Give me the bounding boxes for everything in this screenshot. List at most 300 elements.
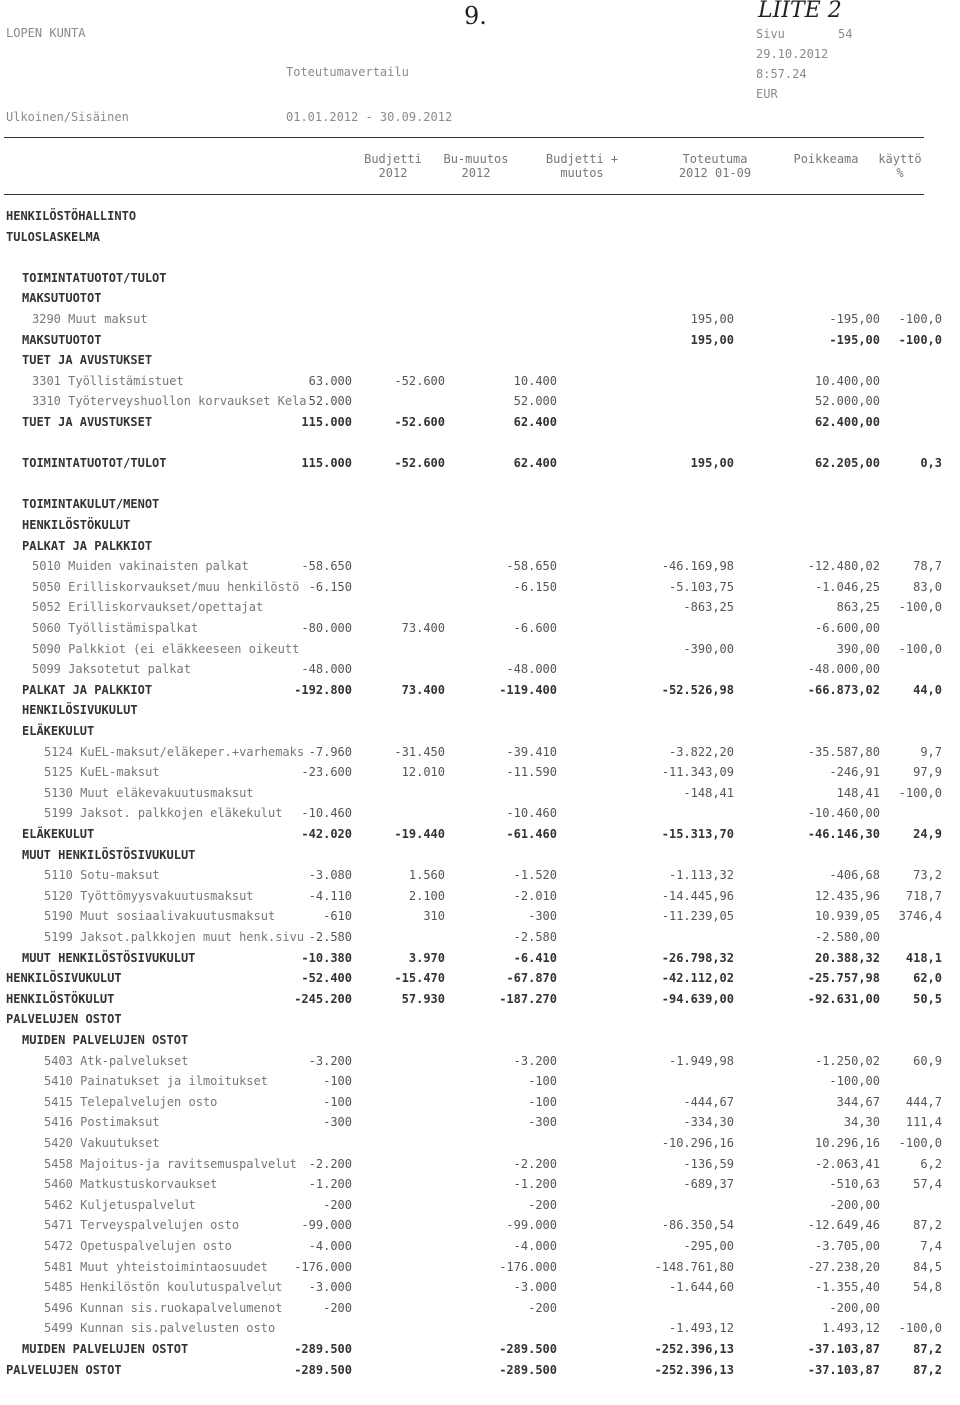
cell-usage: 78,7 — [913, 559, 942, 574]
row-label: PALVELUJEN OSTOT — [6, 1362, 122, 1377]
cell-actual: -1.644,60 — [668, 1280, 734, 1295]
row-label: 5090 Palkkiot (ei eläkkeeseen oikeutt — [32, 641, 300, 656]
cell-budget: -100 — [323, 1074, 352, 1089]
cell-usage: -100,0 — [898, 312, 942, 326]
table-row — [0, 805, 960, 822]
cell-deviation: -27.238,20 — [807, 1259, 880, 1274]
cell-usage: 62,0 — [913, 971, 942, 986]
cell-budget: -10.460 — [301, 806, 352, 821]
cell-budget-plus: -99.000 — [506, 1218, 557, 1233]
cell-deviation: -200,00 — [829, 1197, 880, 1212]
cell-deviation: -3.705,00 — [814, 1239, 880, 1253]
table-row — [0, 373, 960, 390]
row-label: 5199 Jaksot.palkkojen muut henk.sivu — [44, 930, 305, 944]
cell-actual: 195,00 — [690, 312, 734, 326]
cell-deviation: -12.480,02 — [807, 559, 880, 574]
cell-usage: 97,9 — [913, 765, 942, 780]
cell-usage: 111,4 — [905, 1115, 942, 1130]
row-label: 5485 Henkilöstön koulutuspalvelut — [44, 1280, 283, 1295]
table-row — [0, 229, 960, 246]
cell-deviation: -1.046,25 — [814, 579, 880, 594]
cell-budget-plus: -4.000 — [513, 1239, 557, 1253]
row-label: 5403 Atk-palvelukset — [44, 1053, 189, 1068]
row-label: ELÄKEKULUT — [22, 827, 95, 841]
table-row — [0, 826, 960, 843]
table-row — [0, 1156, 960, 1173]
cell-usage: 6,2 — [920, 1156, 942, 1171]
cell-deviation: -510,63 — [829, 1177, 880, 1192]
cell-deviation: -246,91 — [829, 765, 880, 780]
cell-usage: 50,5 — [913, 991, 942, 1006]
row-label: 5460 Matkustuskorvaukset — [44, 1177, 218, 1192]
table-row — [0, 1300, 960, 1317]
table-row — [0, 290, 960, 307]
cell-deviation: -100,00 — [829, 1074, 880, 1089]
row-label: MAKSUTUOTOT — [22, 291, 102, 306]
table-row — [0, 455, 960, 472]
cell-actual: -689,37 — [683, 1177, 734, 1192]
table-row — [0, 414, 960, 431]
cell-actual: -10.296,16 — [661, 1136, 734, 1150]
cell-budget: -4.000 — [308, 1239, 352, 1253]
cell-deviation: -48.000,00 — [807, 662, 880, 677]
cell-actual: -11.343,09 — [661, 765, 734, 780]
cell-budget-plus: -200 — [528, 1300, 557, 1315]
scope-label: Ulkoinen/Sisäinen — [6, 110, 129, 124]
table-row — [0, 496, 960, 513]
cell-deviation: 1.493,12 — [822, 1321, 880, 1336]
cell-deviation: -2.580,00 — [814, 930, 880, 944]
cell-deviation: 62.205,00 — [814, 456, 880, 471]
cell-deviation: -10.460,00 — [807, 806, 880, 821]
handwritten-page-number: 9. — [464, 2, 487, 30]
table-row — [0, 249, 960, 266]
col-header-actual: Toteutuma 2012 01-09 — [678, 152, 752, 180]
row-label: 5472 Opetuspalvelujen osto — [44, 1239, 232, 1253]
cell-usage: -100,0 — [898, 785, 942, 800]
cell-budget-plus: -2.580 — [513, 930, 557, 944]
row-label: 5199 Jaksot. palkkojen eläkekulut — [44, 806, 283, 821]
table-row — [0, 1238, 960, 1255]
cell-deviation: -200,00 — [829, 1300, 880, 1315]
table-row — [0, 847, 960, 864]
cell-actual: -1.493,12 — [668, 1321, 734, 1336]
cell-usage: 7,4 — [920, 1239, 942, 1253]
cell-budget-plus: -289.500 — [499, 1342, 557, 1356]
col-header-budget-plus: Budjetti + muutos — [545, 152, 619, 180]
header-divider — [4, 137, 924, 138]
cell-actual: -334,30 — [683, 1115, 734, 1130]
cell-usage: 0,3 — [920, 456, 942, 471]
table-row — [0, 579, 960, 596]
cell-actual: -1.949,98 — [668, 1053, 734, 1068]
cell-usage: 73,2 — [913, 868, 942, 883]
table-row — [0, 1114, 960, 1131]
cell-budget: 52.000 — [308, 394, 352, 409]
row-label: HENKILÖSTÖKULUT — [6, 991, 115, 1006]
cell-budget-plus: -1.200 — [513, 1177, 557, 1192]
row-label: 5496 Kunnan sis.ruokapalvelumenot — [44, 1300, 283, 1315]
cell-budget: 63.000 — [308, 373, 352, 388]
table-row — [0, 332, 960, 349]
table-row — [0, 1320, 960, 1337]
cell-actual: -390,00 — [683, 641, 734, 656]
table-row — [0, 1094, 960, 1111]
cell-budget-plus: -58.650 — [506, 559, 557, 574]
cell-actual: -86.350,54 — [661, 1218, 734, 1233]
row-label: 5124 KuEL-maksut/eläkeper.+varhemaks — [44, 744, 305, 759]
cell-deviation: 20.388,32 — [814, 950, 880, 965]
cell-actual: -252.396,13 — [654, 1362, 734, 1377]
row-label: TOIMINTATUOTOT/TULOT — [22, 270, 167, 285]
row-label: 3310 Työterveyshuollon korvaukset Kela — [32, 394, 307, 409]
currency: EUR — [756, 87, 778, 101]
row-label: 5052 Erilliskorvaukset/opettajat — [32, 600, 264, 615]
cell-change: 73.400 — [401, 682, 445, 697]
cell-budget: -176.000 — [294, 1259, 352, 1274]
row-label: TOIMINTAKULUT/MENOT — [22, 497, 160, 512]
cell-change: -52.600 — [394, 456, 445, 471]
columns-divider — [4, 194, 924, 195]
cell-budget: 115.000 — [301, 415, 352, 429]
cell-deviation: -195,00 — [829, 312, 880, 326]
cell-budget: -610 — [323, 909, 352, 924]
cell-actual: -148,41 — [683, 785, 734, 800]
cell-budget: -289.500 — [294, 1342, 352, 1356]
row-label: PALVELUJEN OSTOT — [6, 1012, 122, 1027]
table-row — [0, 1341, 960, 1358]
cell-budget-plus: -2.200 — [513, 1156, 557, 1171]
row-label: HENKILÖSTÖHALLINTO — [6, 209, 137, 223]
table-row — [0, 723, 960, 740]
cell-actual: -295,00 — [683, 1239, 734, 1253]
cell-actual: -136,59 — [683, 1156, 734, 1171]
cell-deviation: -195,00 — [829, 332, 880, 347]
table-row — [0, 908, 960, 925]
print-date: 29.10.2012 — [756, 47, 829, 61]
handwritten-annex-mark: LIITE 2 — [758, 0, 842, 23]
row-label: 3301 Työllistämistuet — [32, 373, 184, 388]
table-row — [0, 641, 960, 658]
cell-budget-plus: -39.410 — [506, 744, 557, 759]
cell-change: 310 — [423, 909, 445, 924]
cell-actual: -252.396,13 — [654, 1342, 734, 1356]
cell-deviation: -12.649,46 — [807, 1218, 880, 1233]
cell-usage: 418,1 — [905, 950, 942, 965]
table-row — [0, 785, 960, 802]
cell-budget-plus: -6.600 — [513, 621, 557, 635]
table-row — [0, 208, 960, 225]
table-row — [0, 1197, 960, 1214]
table-row — [0, 764, 960, 781]
cell-budget-plus: -100 — [528, 1094, 557, 1109]
cell-actual: -5.103,75 — [668, 579, 734, 594]
cell-budget-plus: -2.010 — [513, 888, 557, 903]
cell-budget-plus: -10.460 — [506, 806, 557, 821]
cell-deviation: -2.063,41 — [814, 1156, 880, 1171]
cell-budget: -1.200 — [308, 1177, 352, 1192]
table-row — [0, 661, 960, 678]
row-label: ELÄKEKULUT — [22, 724, 95, 738]
cell-budget: -42.020 — [301, 827, 352, 841]
cell-actual: -52.526,98 — [661, 682, 734, 697]
cell-budget-plus: 10.400 — [513, 373, 557, 388]
cell-usage: -100,0 — [898, 1321, 942, 1336]
col-header-usage: käyttö % — [878, 152, 922, 180]
cell-budget: -289.500 — [294, 1362, 352, 1377]
cell-budget: -300 — [323, 1115, 352, 1130]
cell-usage: -100,0 — [898, 600, 942, 615]
cell-actual: -46.169,98 — [661, 559, 734, 574]
cell-budget: -3.000 — [308, 1280, 352, 1295]
cell-deviation: 10.296,16 — [814, 1136, 880, 1150]
cell-deviation: -37.103,87 — [807, 1342, 880, 1356]
cell-deviation: 390,00 — [836, 641, 880, 656]
table-row — [0, 393, 960, 410]
cell-deviation: -406,68 — [829, 868, 880, 883]
table-row — [0, 352, 960, 369]
cell-budget: -3.200 — [308, 1053, 352, 1068]
cell-usage: -100,0 — [898, 332, 942, 347]
cell-budget-plus: -6.150 — [513, 579, 557, 594]
table-row — [0, 311, 960, 328]
cell-usage: 60,9 — [913, 1053, 942, 1068]
row-label: 5415 Telepalvelujen osto — [44, 1094, 218, 1109]
row-label: MUIDEN PALVELUJEN OSTOT — [22, 1033, 189, 1047]
table-row — [0, 970, 960, 987]
cell-change: 57.930 — [401, 991, 445, 1006]
cell-deviation: -66.873,02 — [807, 682, 880, 697]
cell-deviation: 34,30 — [843, 1115, 880, 1130]
cell-budget: -58.650 — [301, 559, 352, 574]
cell-budget-plus: -176.000 — [499, 1259, 557, 1274]
cell-budget: -4.110 — [308, 888, 352, 903]
cell-budget: -80.000 — [301, 621, 352, 635]
table-row — [0, 1032, 960, 1049]
cell-budget: -48.000 — [301, 662, 352, 677]
row-label: 5462 Kuljetuspalvelut — [44, 1197, 196, 1212]
row-label: 5471 Terveyspalvelujen osto — [44, 1218, 240, 1233]
cell-change: -15.470 — [394, 971, 445, 986]
cell-usage: 54,8 — [913, 1280, 942, 1295]
cell-change: -52.600 — [394, 373, 445, 388]
row-label: 5458 Majoitus-ja ravitsemuspalvelut — [44, 1156, 297, 1171]
table-row — [0, 1217, 960, 1234]
cell-change: 3.970 — [408, 950, 445, 965]
row-label: TULOSLASKELMA — [6, 229, 100, 244]
row-label: 5120 Työttömyysvakuutusmaksut — [44, 888, 254, 903]
cell-actual: -148.761,80 — [654, 1259, 734, 1274]
col-header-budget: Budjetti 2012 — [364, 152, 422, 180]
cell-budget-plus: -200 — [528, 1197, 557, 1212]
table-row — [0, 517, 960, 534]
cell-deviation: 344,67 — [836, 1094, 880, 1109]
table-row — [0, 1259, 960, 1276]
cell-usage: -100,0 — [898, 641, 942, 656]
cell-budget-plus: -48.000 — [506, 662, 557, 677]
row-label: HENKILÖSIVUKULUT — [22, 703, 138, 718]
cell-budget-plus: -67.870 — [506, 971, 557, 986]
cell-change: 73.400 — [401, 621, 445, 635]
cell-actual: -15.313,70 — [661, 827, 734, 841]
row-label: 5420 Vakuutukset — [44, 1136, 160, 1150]
page-label: Sivu — [756, 27, 785, 41]
table-row — [0, 702, 960, 719]
cell-actual: -444,67 — [683, 1094, 734, 1109]
print-time: 8:57.24 — [756, 67, 807, 81]
row-label: MAKSUTUOTOT — [22, 332, 102, 347]
report-type: Toteutumavertailu — [286, 65, 409, 79]
row-label: 5099 Jaksotetut palkat — [32, 662, 191, 677]
cell-usage: 87,2 — [913, 1218, 942, 1233]
row-label: TOIMINTATUOTOT/TULOT — [22, 456, 167, 471]
cell-budget-plus: -300 — [528, 1115, 557, 1130]
cell-budget-plus: -6.410 — [513, 950, 557, 965]
cell-budget-plus: -3.000 — [513, 1280, 557, 1295]
row-label: 5010 Muiden vakinaisten palkat — [32, 559, 249, 574]
table-row — [0, 476, 960, 493]
row-label: 5050 Erilliskorvaukset/muu henkilöstö — [32, 579, 300, 594]
col-header-deviation: Poikkeama — [793, 152, 859, 166]
cell-actual: -14.445,96 — [661, 888, 734, 903]
cell-usage: 9,7 — [920, 744, 942, 759]
cell-deviation: -92.631,00 — [807, 991, 880, 1006]
cell-deviation: -35.587,80 — [807, 744, 880, 759]
cell-deviation: -6.600,00 — [814, 621, 880, 635]
cell-actual: -11.239,05 — [661, 909, 734, 924]
cell-budget: -7.960 — [308, 744, 352, 759]
cell-usage: 24,9 — [913, 827, 942, 841]
row-label: HENKILÖSIVUKULUT — [6, 971, 122, 986]
cell-change: 2.100 — [408, 888, 445, 903]
cell-budget: -10.380 — [301, 950, 352, 965]
row-label: 5499 Kunnan sis.palvelusten osto — [44, 1321, 276, 1336]
cell-change: -52.600 — [394, 415, 445, 429]
cell-actual: -1.113,32 — [668, 868, 734, 883]
cell-budget: -23.600 — [301, 765, 352, 780]
cell-budget-plus: -300 — [528, 909, 557, 924]
table-row — [0, 1279, 960, 1296]
cell-actual: -863,25 — [683, 600, 734, 615]
cell-budget-plus: -119.400 — [499, 682, 557, 697]
table-row — [0, 1176, 960, 1193]
cell-budget: -3.080 — [308, 868, 352, 883]
table-row — [0, 888, 960, 905]
row-label: 5125 KuEL-maksut — [44, 765, 160, 780]
organization-name: LOPEN KUNTA — [6, 26, 86, 40]
cell-actual: -42.112,02 — [661, 971, 734, 986]
cell-budget-plus: 52.000 — [513, 394, 557, 409]
page-number: 54 — [838, 27, 853, 41]
cell-budget-plus: -187.270 — [499, 991, 557, 1006]
row-label: TUET JA AVUSTUKSET — [22, 415, 153, 429]
table-row — [0, 744, 960, 761]
cell-deviation: -1.250,02 — [814, 1053, 880, 1068]
table-row — [0, 1011, 960, 1028]
cell-budget-plus: -11.590 — [506, 765, 557, 780]
cell-deviation: 148,41 — [836, 785, 880, 800]
cell-budget: -99.000 — [301, 1218, 352, 1233]
cell-deviation: -25.757,98 — [807, 971, 880, 986]
cell-budget: -6.150 — [308, 579, 352, 594]
cell-deviation: 62.400,00 — [814, 415, 880, 429]
cell-budget-plus: 62.400 — [513, 456, 557, 471]
cell-budget-plus: 62.400 — [513, 415, 557, 429]
table-row — [0, 1362, 960, 1379]
cell-budget: 115.000 — [301, 456, 352, 471]
table-row — [0, 270, 960, 287]
cell-deviation: 12.435,96 — [814, 888, 880, 903]
cell-usage: 87,2 — [913, 1362, 942, 1377]
table-row — [0, 867, 960, 884]
row-label: PALKAT JA PALKKIOT — [22, 682, 153, 697]
row-label: TUET JA AVUSTUKSET — [22, 353, 153, 368]
cell-change: -19.440 — [394, 827, 445, 841]
table-row — [0, 929, 960, 946]
table-row — [0, 991, 960, 1008]
row-label: 5410 Painatukset ja ilmoitukset — [44, 1074, 268, 1089]
cell-actual: 195,00 — [690, 332, 734, 347]
row-label: 5130 Muut eläkevakuutusmaksut — [44, 785, 254, 800]
row-label: MUUT HENKILÖSTÖSIVUKULUT — [22, 950, 196, 965]
cell-deviation: -37.103,87 — [807, 1362, 880, 1377]
table-row — [0, 1053, 960, 1070]
cell-usage: 44,0 — [913, 682, 942, 697]
cell-actual: 195,00 — [690, 456, 734, 471]
row-label: 5110 Sotu-maksut — [44, 868, 160, 883]
table-row — [0, 599, 960, 616]
cell-budget: -2.580 — [308, 930, 352, 944]
cell-budget: -200 — [323, 1300, 352, 1315]
cell-usage: 87,2 — [913, 1342, 942, 1356]
cell-deviation: -1.355,40 — [814, 1280, 880, 1295]
cell-deviation: 52.000,00 — [814, 394, 880, 409]
cell-budget-plus: -289.500 — [499, 1362, 557, 1377]
cell-usage: 3746,4 — [898, 909, 942, 924]
row-label: MUIDEN PALVELUJEN OSTOT — [22, 1342, 189, 1356]
row-label: 3290 Muut maksut — [32, 312, 148, 326]
cell-usage: -100,0 — [898, 1136, 942, 1150]
cell-change: -31.450 — [394, 744, 445, 759]
col-header-change: Bu-muutos 2012 — [443, 152, 509, 180]
table-row — [0, 950, 960, 967]
cell-budget-plus: -100 — [528, 1074, 557, 1089]
cell-deviation: 10.400,00 — [814, 373, 880, 388]
cell-usage: 718,7 — [905, 888, 942, 903]
cell-change: 12.010 — [401, 765, 445, 780]
cell-actual: -26.798,32 — [661, 950, 734, 965]
cell-actual: -94.639,00 — [661, 991, 734, 1006]
report-period: 01.01.2012 - 30.09.2012 — [286, 110, 453, 124]
table-row — [0, 682, 960, 699]
row-label: PALKAT JA PALKKIOT — [22, 538, 153, 553]
table-row — [0, 435, 960, 452]
cell-actual: -3.822,20 — [668, 744, 734, 759]
table-row — [0, 538, 960, 555]
row-label: MUUT HENKILÖSTÖSIVUKULUT — [22, 847, 196, 862]
cell-deviation: -46.146,30 — [807, 827, 880, 841]
cell-budget: -52.400 — [301, 971, 352, 986]
row-label: HENKILÖSTÖKULUT — [22, 518, 131, 532]
row-label: 5416 Postimaksut — [44, 1115, 160, 1130]
row-label: 5481 Muut yhteistoimintaosuudet — [44, 1259, 268, 1274]
row-label: 5060 Työllistämispalkat — [32, 621, 199, 635]
cell-usage: 57,4 — [913, 1177, 942, 1192]
cell-budget-plus: -1.520 — [513, 868, 557, 883]
cell-budget-plus: -3.200 — [513, 1053, 557, 1068]
cell-budget: -100 — [323, 1094, 352, 1109]
cell-budget: -192.800 — [294, 682, 352, 697]
